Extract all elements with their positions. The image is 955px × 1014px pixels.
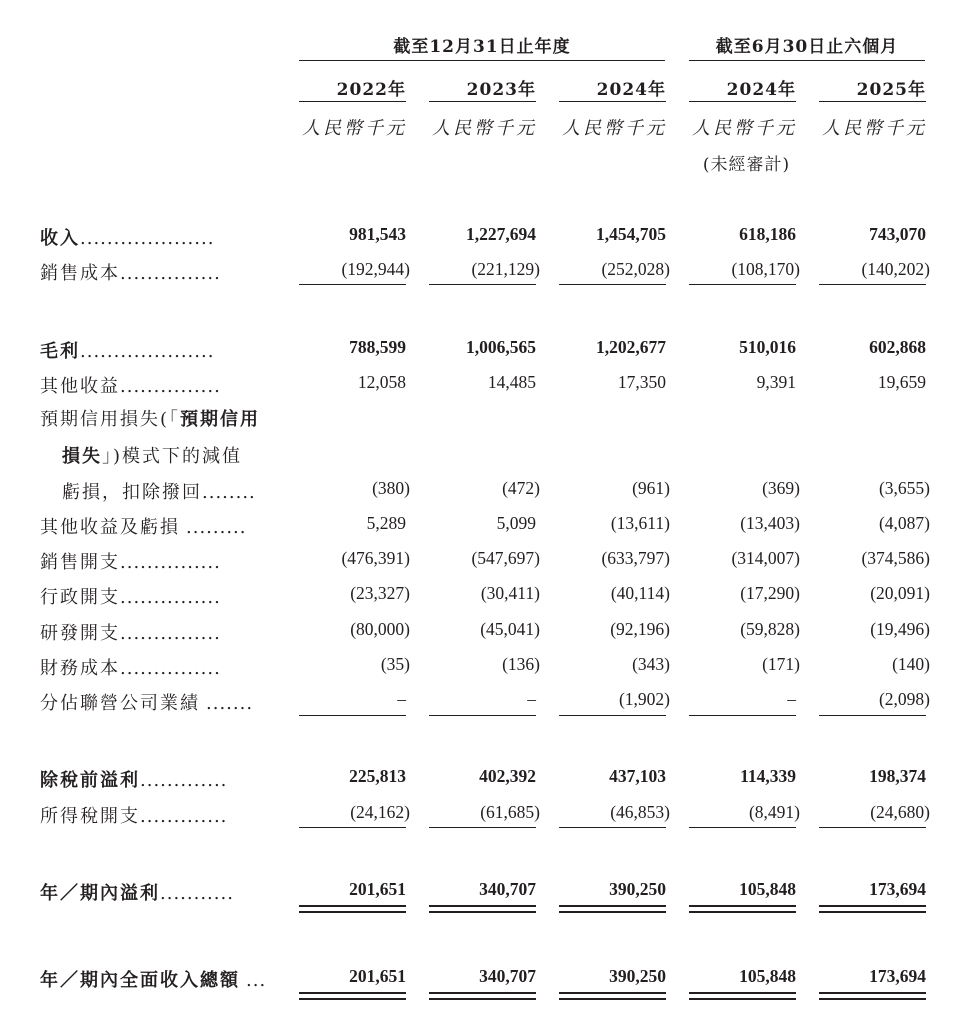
cell-r3-c0: 12,058 xyxy=(357,372,406,392)
year-rule-col-3 xyxy=(559,101,666,102)
cell-r8-c2: (92,196) xyxy=(610,619,670,639)
row-label-revenue: 收入.................... xyxy=(40,228,215,249)
cell-r10-c3: – xyxy=(787,689,796,709)
cell-r3-c4: 19,659 xyxy=(877,372,926,392)
cell-r2-c0: 788,599 xyxy=(349,337,406,357)
cell-r14-c2: 390,250 xyxy=(609,966,666,986)
rule-after-income-tax-c0 xyxy=(299,827,406,828)
cell-r5-c3: (13,403) xyxy=(740,513,800,533)
rule-after-associates-c0 xyxy=(299,715,406,716)
cell-r6-c2: (633,797) xyxy=(601,548,670,568)
cell-r8-c4: (19,496) xyxy=(870,619,930,639)
row-label-ecl-line-1: 預期信用損失(「預期信用 xyxy=(40,409,261,430)
cell-r11-c2: 437,103 xyxy=(609,766,666,786)
cell-r5-c0: 5,289 xyxy=(366,513,406,533)
double-rule-total-comprehensive-c2 xyxy=(559,992,666,1000)
cell-r12-c0: (24,162) xyxy=(350,802,410,822)
row-label-profit-before-tax: 除稅前溢利............. xyxy=(40,770,228,791)
row-label-finance-costs: 財務成本............... xyxy=(40,658,221,679)
cell-r10-c0: – xyxy=(397,689,406,709)
rule-after-associates-c4 xyxy=(819,715,926,716)
row-label-ecl-line-2: 損失」)模式下的減值 xyxy=(62,446,243,467)
year-rule-col-1 xyxy=(299,101,406,102)
cell-r6-c1: (547,697) xyxy=(471,548,540,568)
double-rule-total-comprehensive-c4 xyxy=(819,992,926,1000)
rule-after-cost-of-sales-c3 xyxy=(689,284,796,285)
row-label-other-income: 其他收益............... xyxy=(40,376,221,397)
cell-r14-c3: 105,848 xyxy=(739,966,796,986)
cell-r13-c2: 390,250 xyxy=(609,879,666,899)
cell-r0-c3: 618,186 xyxy=(739,224,796,244)
cell-r3-c2: 17,350 xyxy=(617,372,666,392)
cell-r7-c1: (30,411) xyxy=(480,583,540,603)
cell-r4-c4: (3,655) xyxy=(878,478,930,498)
unit-col-4: 人民幣千元 xyxy=(692,118,797,139)
row-label-profit-for-period: 年／期內溢利........... xyxy=(40,883,234,904)
double-rule-total-comprehensive-c0 xyxy=(299,992,406,1000)
year-rule-col-4 xyxy=(689,101,796,102)
header-group-year: 截至12月31日止年度 xyxy=(393,37,571,57)
cell-r14-c1: 340,707 xyxy=(479,966,536,986)
header-group-half-year-rule xyxy=(689,60,925,61)
cell-r14-c0: 201,651 xyxy=(349,966,406,986)
cell-r1-c1: (221,129) xyxy=(471,259,540,279)
rule-after-income-tax-c4 xyxy=(819,827,926,828)
cell-r12-c2: (46,853) xyxy=(610,802,670,822)
cell-r1-c0: (192,944) xyxy=(341,259,410,279)
cell-r13-c1: 340,707 xyxy=(479,879,536,899)
cell-r13-c4: 173,694 xyxy=(869,879,926,899)
rule-after-income-tax-c1 xyxy=(429,827,536,828)
year-header-col-1: 2022年 xyxy=(336,80,406,100)
double-rule-profit-c4 xyxy=(819,905,926,913)
header-group-half-year: 截至6月30日止六個月 xyxy=(715,37,899,57)
cell-r6-c4: (374,586) xyxy=(861,548,930,568)
cell-r2-c3: 510,016 xyxy=(739,337,796,357)
cell-r10-c1: – xyxy=(527,689,536,709)
cell-r3-c1: 14,485 xyxy=(487,372,536,392)
year-header-col-4: 2024年 xyxy=(726,80,796,100)
unaudited-note: (未經審計) xyxy=(702,155,791,175)
row-label-selling-expenses: 銷售開支............... xyxy=(40,552,221,573)
unit-col-3: 人民幣千元 xyxy=(562,118,667,139)
row-label-share-of-associates: 分佔聯營公司業績 ....... xyxy=(40,693,254,714)
cell-r5-c2: (13,611) xyxy=(610,513,670,533)
unit-col-5: 人民幣千元 xyxy=(822,118,927,139)
cell-r4-c0: (380) xyxy=(372,478,410,498)
cell-r1-c2: (252,028) xyxy=(601,259,670,279)
cell-r0-c4: 743,070 xyxy=(869,224,926,244)
rule-after-income-tax-c2 xyxy=(559,827,666,828)
cell-r7-c2: (40,114) xyxy=(610,583,670,603)
cell-r2-c4: 602,868 xyxy=(869,337,926,357)
cell-r6-c3: (314,007) xyxy=(731,548,800,568)
double-rule-profit-c0 xyxy=(299,905,406,913)
cell-r2-c2: 1,202,677 xyxy=(596,337,666,357)
cell-r2-c1: 1,006,565 xyxy=(466,337,536,357)
rule-after-associates-c1 xyxy=(429,715,536,716)
cell-r9-c0: (35) xyxy=(380,654,410,674)
double-rule-profit-c3 xyxy=(689,905,796,913)
row-label-income-tax: 所得稅開支............. xyxy=(40,806,228,827)
row-label-admin-expenses: 行政開支............... xyxy=(40,587,221,608)
cell-r9-c1: (136) xyxy=(502,654,540,674)
cell-r8-c0: (80,000) xyxy=(350,619,410,639)
cell-r14-c4: 173,694 xyxy=(869,966,926,986)
cell-r8-c1: (45,041) xyxy=(480,619,540,639)
cell-r0-c0: 981,543 xyxy=(349,224,406,244)
cell-r5-c4: (4,087) xyxy=(878,513,930,533)
cell-r12-c3: (8,491) xyxy=(748,802,800,822)
cell-r7-c3: (17,290) xyxy=(740,583,800,603)
cell-r8-c3: (59,828) xyxy=(740,619,800,639)
year-rule-col-5 xyxy=(819,101,926,102)
cell-r11-c4: 198,374 xyxy=(869,766,926,786)
rule-after-income-tax-c3 xyxy=(689,827,796,828)
cell-r11-c1: 402,392 xyxy=(479,766,536,786)
cell-r1-c3: (108,170) xyxy=(731,259,800,279)
double-rule-profit-c1 xyxy=(429,905,536,913)
rule-after-cost-of-sales-c0 xyxy=(299,284,406,285)
cell-r13-c0: 201,651 xyxy=(349,879,406,899)
double-rule-total-comprehensive-c1 xyxy=(429,992,536,1000)
unit-col-1: 人民幣千元 xyxy=(302,118,407,139)
row-label-cost-of-sales: 銷售成本............... xyxy=(40,263,221,284)
year-rule-col-2 xyxy=(429,101,536,102)
cell-r0-c1: 1,227,694 xyxy=(466,224,536,244)
row-label-gross-profit: 毛利.................... xyxy=(40,341,215,362)
rule-after-associates-c3 xyxy=(689,715,796,716)
cell-r11-c3: 114,339 xyxy=(740,766,796,786)
rule-after-cost-of-sales-c2 xyxy=(559,284,666,285)
cell-r9-c4: (140) xyxy=(892,654,930,674)
row-label-rd-expenses: 研發開支............... xyxy=(40,623,221,644)
cell-r13-c3: 105,848 xyxy=(739,879,796,899)
header-group-year-rule xyxy=(299,60,665,61)
rule-after-cost-of-sales-c1 xyxy=(429,284,536,285)
row-label-other-gains: 其他收益及虧損 ......... xyxy=(40,517,247,538)
cell-r6-c0: (476,391) xyxy=(341,548,410,568)
cell-r4-c3: (369) xyxy=(762,478,800,498)
cell-r7-c0: (23,327) xyxy=(350,583,410,603)
cell-r12-c1: (61,685) xyxy=(480,802,540,822)
row-label-total-comprehensive-income: 年／期內全面收入總額 ... xyxy=(40,970,267,991)
double-rule-profit-c2 xyxy=(559,905,666,913)
cell-r10-c4: (2,098) xyxy=(878,689,930,709)
cell-r3-c3: 9,391 xyxy=(756,372,796,392)
cell-r9-c3: (171) xyxy=(762,654,800,674)
cell-r10-c2: (1,902) xyxy=(618,689,670,709)
row-label-ecl-line-3: 虧損，扣除撥回........ xyxy=(62,482,256,503)
cell-r7-c4: (20,091) xyxy=(870,583,930,603)
rule-after-cost-of-sales-c4 xyxy=(819,284,926,285)
rule-after-associates-c2 xyxy=(559,715,666,716)
cell-r1-c4: (140,202) xyxy=(861,259,930,279)
year-header-col-2: 2023年 xyxy=(466,80,536,100)
unit-col-2: 人民幣千元 xyxy=(432,118,537,139)
cell-r12-c4: (24,680) xyxy=(870,802,930,822)
cell-r11-c0: 225,813 xyxy=(349,766,406,786)
cell-r9-c2: (343) xyxy=(632,654,670,674)
double-rule-total-comprehensive-c3 xyxy=(689,992,796,1000)
year-header-col-5: 2025年 xyxy=(856,80,926,100)
cell-r4-c2: (961) xyxy=(632,478,670,498)
cell-r4-c1: (472) xyxy=(502,478,540,498)
cell-r5-c1: 5,099 xyxy=(496,513,536,533)
cell-r0-c2: 1,454,705 xyxy=(596,224,666,244)
year-header-col-3: 2024年 xyxy=(596,80,666,100)
